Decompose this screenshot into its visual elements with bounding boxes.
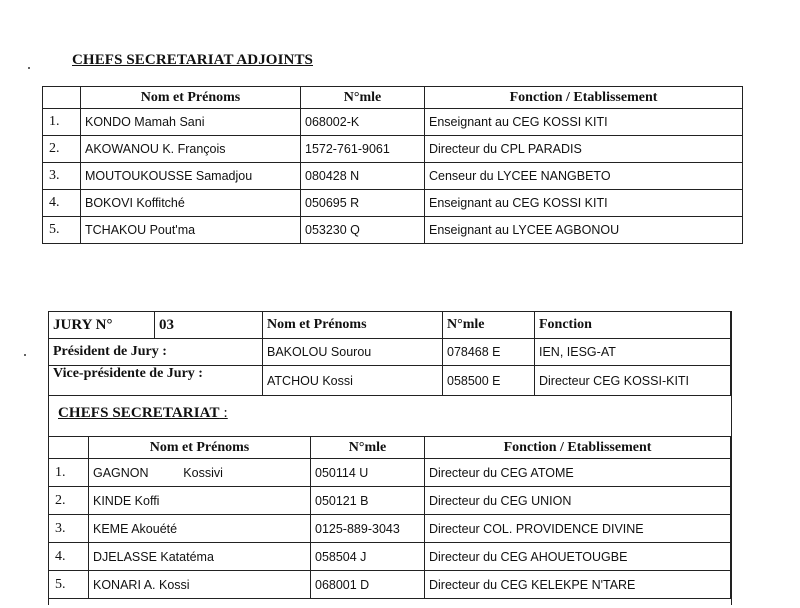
- table-row: [43, 217, 743, 244]
- header-num: [49, 437, 89, 459]
- header-id: N°mle: [311, 437, 425, 459]
- table-row: [43, 163, 743, 190]
- row-id: 068001 D: [311, 571, 425, 599]
- header-function: Fonction / Etablissement: [425, 437, 731, 459]
- row-function: Enseignant au CEG KOSSI KITI: [425, 109, 743, 136]
- row-function: Censeur du LYCEE NANGBETO: [425, 163, 743, 190]
- row-number: 4.: [49, 543, 89, 571]
- vice-role: Vice-présidente de Jury :: [49, 366, 263, 396]
- row-function: Directeur du CPL PARADIS: [425, 136, 743, 163]
- row-id: 050114 U: [311, 459, 425, 487]
- header-name: Nom et Prénoms: [81, 87, 301, 109]
- header-id: N°mle: [443, 312, 535, 339]
- row-number: 5.: [49, 571, 89, 599]
- row-function: Directeur du CEG ATOME: [425, 459, 731, 487]
- table-row: [43, 109, 743, 136]
- table-row: [43, 190, 743, 217]
- table-row: [49, 515, 731, 543]
- table-row: [43, 136, 743, 163]
- row-name: GAGNON Kossivi: [89, 459, 311, 487]
- row-name: KINDE Koffi: [89, 487, 311, 515]
- jury-vice-row: [49, 366, 731, 396]
- row-name: MOUTOUKOUSSE Samadjou: [81, 163, 301, 190]
- row-name: KEME Akouété: [89, 515, 311, 543]
- row-function: Directeur du CEG AHOUETOUGBE: [425, 543, 731, 571]
- row-id: 068002-K: [301, 109, 425, 136]
- jury-table: [48, 311, 731, 396]
- row-name: AKOWANOU K. François: [81, 136, 301, 163]
- vice-id: 058500 E: [443, 366, 535, 396]
- president-name: BAKOLOU Sourou: [263, 339, 443, 366]
- header-name: Nom et Prénoms: [263, 312, 443, 339]
- row-number: 1.: [43, 109, 81, 136]
- president-id: 078468 E: [443, 339, 535, 366]
- row-function: Directeur du CEG KELEKPE N'TARE: [425, 571, 731, 599]
- row-number: 4.: [43, 190, 81, 217]
- row-number: 5.: [43, 217, 81, 244]
- table-header-row: [49, 437, 731, 459]
- row-id: 1572-761-9061: [301, 136, 425, 163]
- table-row: [49, 459, 731, 487]
- row-name: KONDO Mamah Sani: [81, 109, 301, 136]
- row-number: 1.: [49, 459, 89, 487]
- row-id: 053230 Q: [301, 217, 425, 244]
- row-number: 3.: [49, 515, 89, 543]
- row-name: BOKOVI Koffitché: [81, 190, 301, 217]
- speck-mark: [24, 354, 26, 356]
- section-title-adjoints: CHEFS SECRETARIAT ADJOINTS: [72, 52, 313, 68]
- row-number: 3.: [43, 163, 81, 190]
- table-row: [49, 487, 731, 515]
- table-header-row: [43, 87, 743, 109]
- row-name: KONARI A. Kossi: [89, 571, 311, 599]
- row-number: 2.: [49, 487, 89, 515]
- jury-label: JURY N°: [49, 312, 155, 339]
- row-function: Directeur COL. PROVIDENCE DIVINE: [425, 515, 731, 543]
- row-function: Directeur du CEG UNION: [425, 487, 731, 515]
- header-num: [43, 87, 81, 109]
- section-title-chefs: [58, 405, 228, 422]
- row-id: 050695 R: [301, 190, 425, 217]
- speck-mark: [28, 67, 30, 69]
- vice-name: ATCHOU Kossi: [263, 366, 443, 396]
- president-role: Président de Jury :: [49, 339, 263, 366]
- row-name: DJELASSE Katatéma: [89, 543, 311, 571]
- president-function: IEN, IESG-AT: [535, 339, 731, 366]
- row-name: TCHAKOU Pout'ma: [81, 217, 301, 244]
- jury-header-row: [49, 312, 731, 339]
- row-number: 2.: [43, 136, 81, 163]
- jury-president-row: [49, 339, 731, 366]
- header-function: Fonction / Etablissement: [425, 87, 743, 109]
- row-id: 0125-889-3043: [311, 515, 425, 543]
- table-row: [49, 543, 731, 571]
- row-id: 058504 J: [311, 543, 425, 571]
- chefs-table: [48, 436, 731, 599]
- table-row: [49, 571, 731, 599]
- vice-function: Directeur CEG KOSSI-KITI: [535, 366, 731, 396]
- row-id: 050121 B: [311, 487, 425, 515]
- row-function: Enseignant au LYCEE AGBONOU: [425, 217, 743, 244]
- header-id: N°mle: [301, 87, 425, 109]
- adjoints-table: [42, 86, 743, 244]
- row-function: Enseignant au CEG KOSSI KITI: [425, 190, 743, 217]
- row-id: 080428 N: [301, 163, 425, 190]
- jury-number: 03: [155, 312, 263, 339]
- header-name: Nom et Prénoms: [89, 437, 311, 459]
- section-title-suffix: :: [219, 405, 228, 421]
- section-title-chefs-text: CHEFS SECRETARIAT: [58, 405, 220, 421]
- header-function: Fonction: [535, 312, 731, 339]
